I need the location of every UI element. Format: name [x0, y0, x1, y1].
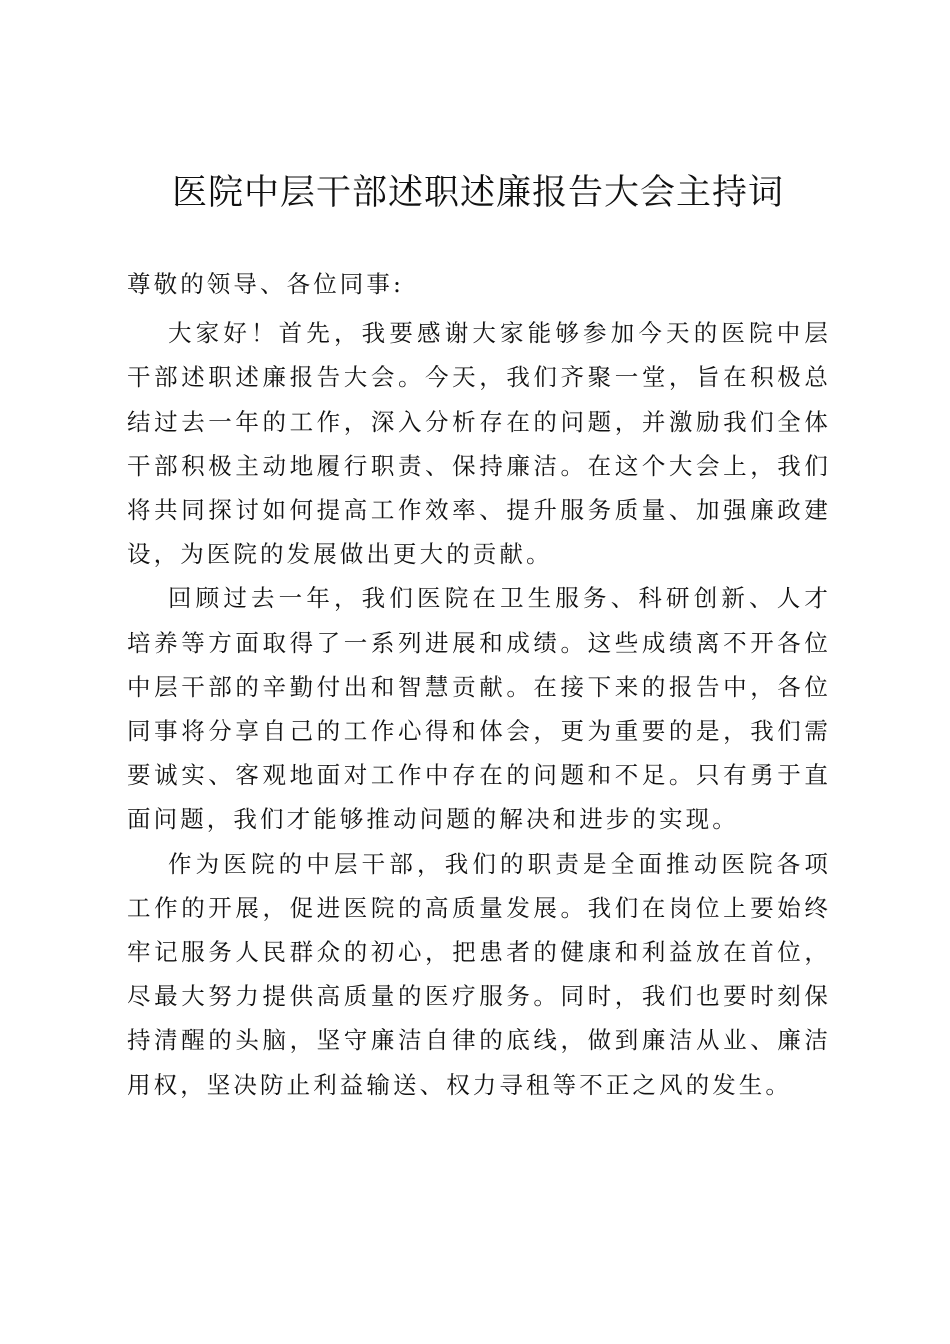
document-title: 医院中层干部述职述廉报告大会主持词 — [171, 173, 784, 213]
paragraph-review: 回顾过去一年，我们医院在卫生服务、科研创新、人才培养等方面取得了一系列进展和成绩。这些成绩离不开各位中层干部的辛勤付出和智慧贡献。在接下来的报告中，各位同事将分享自己的工作心得和体会，更为重要的是，我们需要诚实、客观地面对工作中存在的问题和不足。只有勇于直面问题，我们才能够推动问题的解决和进步的实现。 — [127, 584, 831, 834]
paragraph-responsibilities: 作为医院的中层干部，我们的职责是全面推动医院各项工作的开展，促进医院的高质量发展。我们在岗位上要始终牢记服务人民群众的初心，把患者的健康和利益放在首位，尽最大努力提供高质量的医疗服务。同时，我们也要时刻保持清醒的头脑，坚守廉洁自律的底线，做到廉洁从业、廉洁用权，坚决防止利益输送、权力寻租等不正之风的发生。 — [127, 849, 831, 1099]
paragraph-opening: 大家好！首先，我要感谢大家能够参加今天的医院中层干部述职述廉报告大会。今天，我们齐聚一堂，旨在积极总结过去一年的工作，深入分析存在的问题，并激励我们全体干部积极主动地履行职责、保持廉洁。在这个大会上，我们将共同探讨如何提高工作效率、提升服务质量、加强廉政建设，为医院的发展做出更大的贡献。 — [127, 319, 831, 569]
document-body — [127, 262, 831, 1107]
salutation: 尊敬的领导、各位同事: — [127, 270, 405, 298]
